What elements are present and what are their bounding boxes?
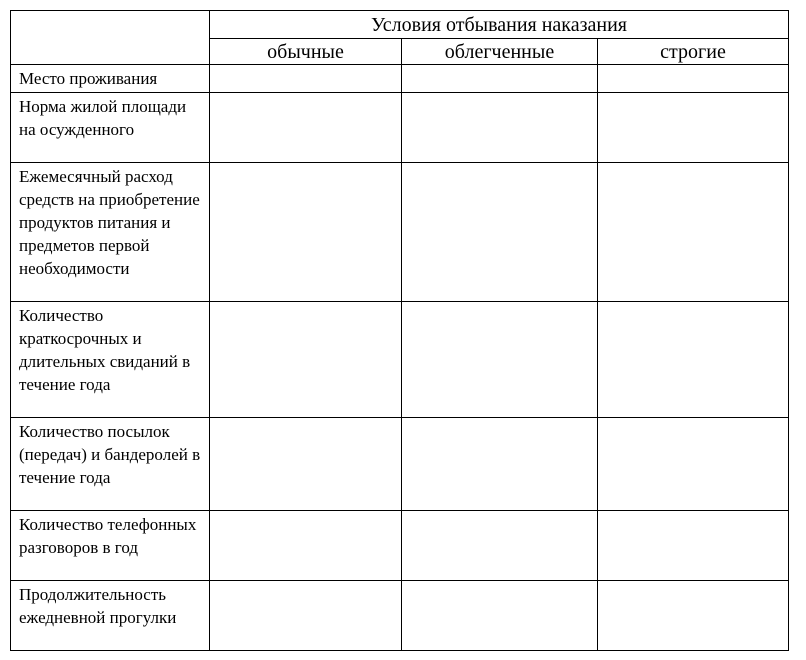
table-cell xyxy=(210,511,402,581)
table-row xyxy=(11,418,789,511)
table-cell xyxy=(210,163,402,302)
table-row xyxy=(11,511,789,581)
row-label: Ежемесячный расход средств на приобретение продуктов питания и предметов первой необходимости xyxy=(11,163,210,302)
header-group-title: Условия отбывания наказания xyxy=(210,11,789,39)
table-cell xyxy=(210,418,402,511)
table-cell xyxy=(598,93,789,163)
table-cell xyxy=(402,65,598,93)
table-row xyxy=(11,163,789,302)
table-cell xyxy=(402,418,598,511)
table-cell xyxy=(598,581,789,651)
table-cell xyxy=(598,418,789,511)
header-row-group xyxy=(11,11,789,39)
table-row xyxy=(11,93,789,163)
column-header-ordinary: обычные xyxy=(210,39,402,65)
table-cell xyxy=(402,581,598,651)
table-cell xyxy=(210,581,402,651)
table-cell xyxy=(598,302,789,418)
table-row xyxy=(11,302,789,418)
table-cell xyxy=(598,65,789,93)
table-cell xyxy=(402,163,598,302)
header-corner-cell xyxy=(11,11,210,65)
table-cell xyxy=(210,302,402,418)
row-label: Количество телефонных разговоров в год xyxy=(11,511,210,581)
row-label: Место проживания xyxy=(11,65,210,93)
table-cell xyxy=(210,65,402,93)
table-cell xyxy=(402,302,598,418)
row-label: Количество посылок (передач) и бандеролей в течение года xyxy=(11,418,210,511)
table-cell xyxy=(598,163,789,302)
table-cell xyxy=(402,511,598,581)
column-header-lightened: облегченные xyxy=(402,39,598,65)
column-header-strict: строгие xyxy=(598,39,789,65)
table-cell xyxy=(598,511,789,581)
row-label: Количество краткосрочных и длительных свиданий в течение года xyxy=(11,302,210,418)
table-row xyxy=(11,65,789,93)
row-label: Продолжительность ежедневной прогулки xyxy=(11,581,210,651)
table-cell xyxy=(210,93,402,163)
table-row xyxy=(11,581,789,651)
table-cell xyxy=(402,93,598,163)
conditions-table xyxy=(10,10,789,651)
row-label: Норма жилой площади на осужденного xyxy=(11,93,210,163)
